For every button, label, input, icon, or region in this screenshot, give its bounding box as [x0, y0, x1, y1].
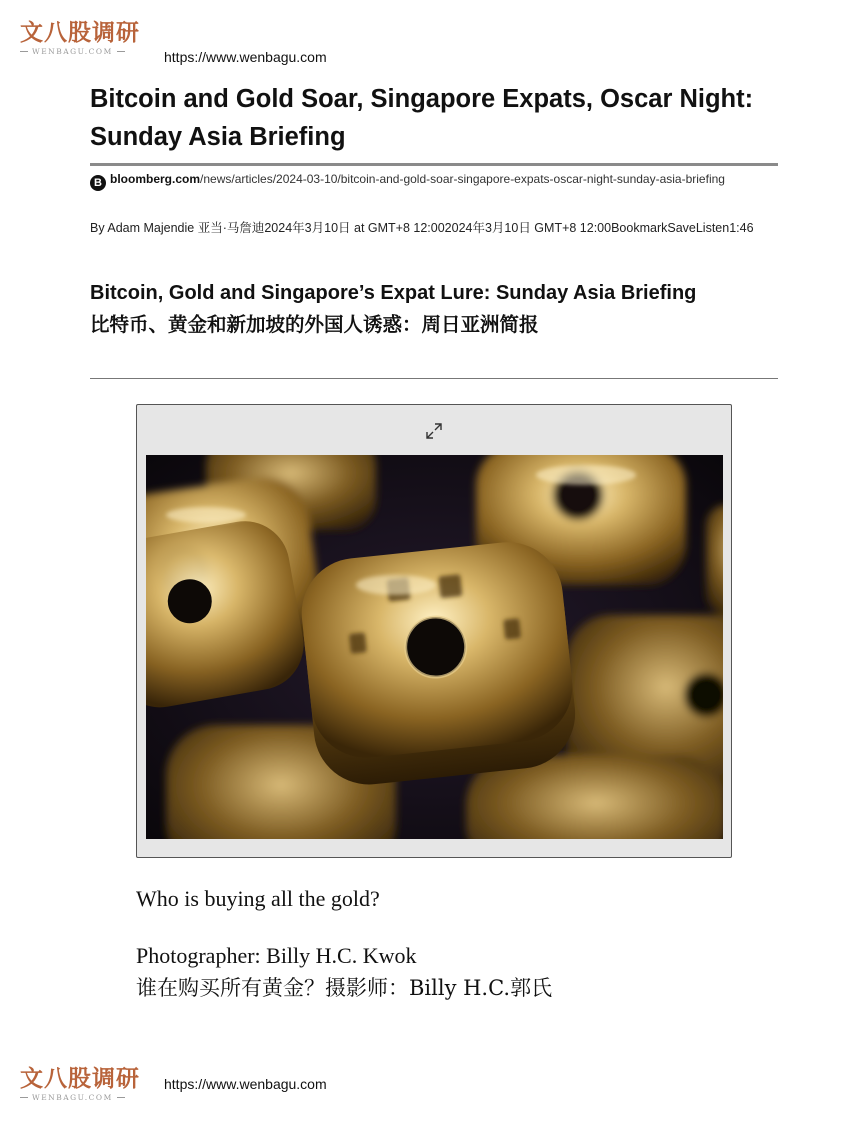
footer-logo-wordmark: 文八股调研 [20, 1066, 140, 1092]
subheading-divider [90, 378, 778, 379]
logo-tagline [20, 47, 160, 56]
article-subheading [90, 278, 780, 340]
logo-wordmark: 文八股调研 [20, 20, 140, 46]
article-figure [136, 404, 732, 858]
footer-logo[interactable] [20, 1066, 160, 1102]
site-url[interactable]: https://www.wenbagu.com [164, 49, 327, 65]
caption-photographer: Photographer: Billy H.C. Kwok [136, 943, 417, 968]
footer-logo-tagline [20, 1093, 160, 1102]
caption-cn: 谁在购买所有黄金？摄影师：Billy H.C.郭氏 [136, 976, 553, 1000]
gold-bars-photo [146, 455, 723, 839]
byline: By Adam Majendie 亚当·马詹迪2024年3月10日 at GMT+8 12:002024年3月10日 GMT+8 12:00BookmarkSaveListen1:46 [90, 221, 754, 235]
expand-icon[interactable] [424, 421, 444, 441]
article-title: Bitcoin and Gold Soar, Singapore Expats, Oscar Night: Sunday Asia Briefing [90, 85, 754, 151]
logo-tagline-text: WENBAGU.COM [32, 47, 113, 56]
caption-question: Who is buying all the gold? [136, 886, 380, 911]
subheading-cn: 比特币、黄金和新加坡的外国人诱惑：周日亚洲简报 [90, 313, 539, 336]
title-divider [90, 163, 778, 166]
bloomberg-icon: B [90, 175, 106, 191]
source-path: /news/articles/2024-03-10/bitcoin-and-gold-soar-singapore-expats-oscar-night-sunday-asia-briefing [200, 172, 725, 186]
figure-caption [136, 882, 776, 1005]
site-logo[interactable] [20, 20, 160, 56]
source-link[interactable] [90, 172, 780, 191]
subheading-en: Bitcoin, Gold and Singapore’s Expat Lure: Sunday Asia Briefing [90, 282, 697, 304]
footer-url[interactable]: https://www.wenbagu.com [164, 1076, 327, 1092]
source-domain: bloomberg.com [110, 172, 201, 186]
footer-logo-tagline-text: WENBAGU.COM [32, 1093, 113, 1102]
